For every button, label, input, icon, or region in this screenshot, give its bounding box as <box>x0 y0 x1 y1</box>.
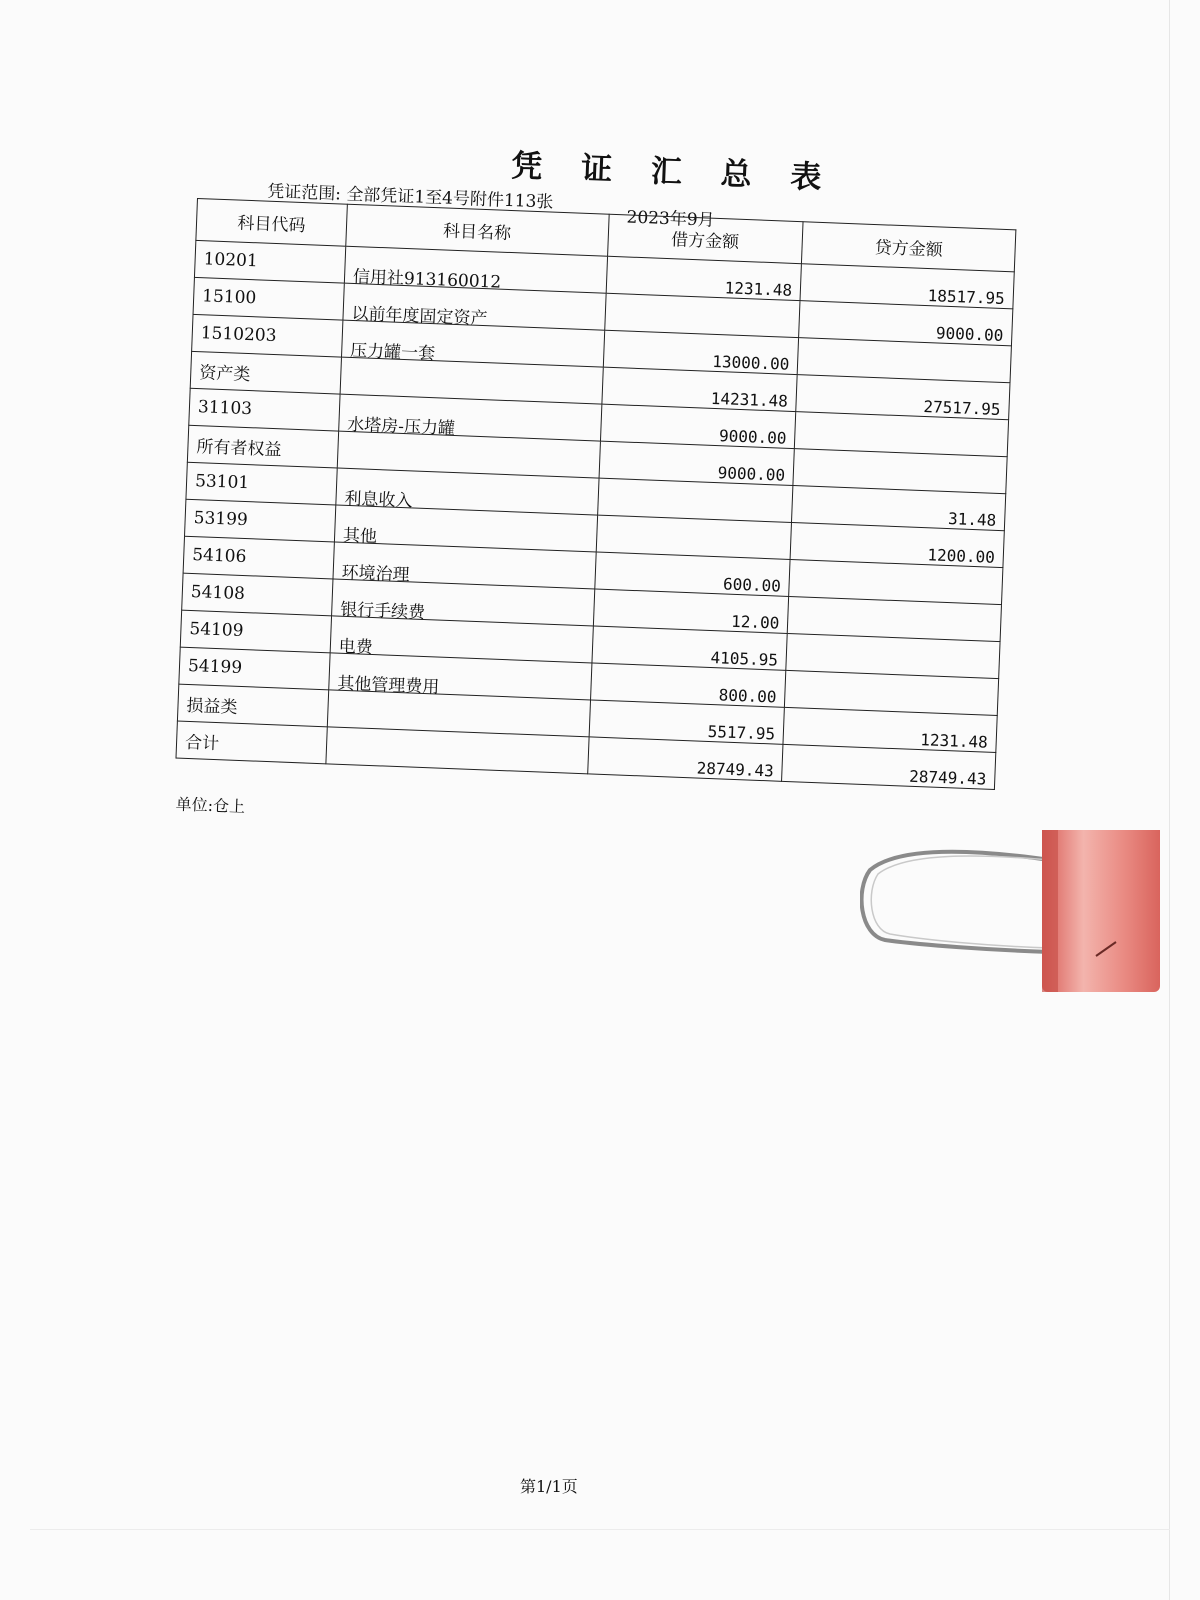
credit-cell: 1200.00 <box>790 523 1004 568</box>
debit-cell: 4105.95 <box>591 626 787 670</box>
debit-cell: 5517.95 <box>589 700 785 744</box>
code-cell: 53199 <box>185 499 336 542</box>
debit-cell: 1231.48 <box>606 256 802 300</box>
summary-table <box>175 198 1016 790</box>
code-cell: 1510203 <box>192 314 343 357</box>
debit-cell: 12.00 <box>593 589 789 633</box>
name-cell: 其他管理费用 <box>329 653 592 700</box>
unit-value: 仓上 <box>212 796 246 817</box>
code-cell: 所有者权益 <box>187 425 338 468</box>
page-number: 第1/1页 <box>520 1477 578 1496</box>
header-debit: 借方金额 <box>607 214 803 263</box>
name-cell: 银行手续费 <box>331 579 594 626</box>
credit-cell: 27517.95 <box>796 375 1010 420</box>
code-cell: 损益类 <box>177 684 328 727</box>
name-cell: 压力罐一套 <box>341 320 604 367</box>
range-label: 凭证范围: <box>266 181 342 205</box>
code-cell: 合计 <box>176 721 327 764</box>
name-cell: 环境治理 <box>333 542 596 589</box>
code-cell: 54109 <box>180 610 331 653</box>
name-cell: 以前年度固定资产 <box>343 283 606 330</box>
voucher-summary-sheet <box>173 120 1029 851</box>
code-cell: 资产类 <box>190 351 341 394</box>
name-cell: 信用社913160012 <box>344 246 607 293</box>
paper-edge <box>1169 0 1170 1600</box>
header-name: 科目名称 <box>346 204 609 256</box>
unit-line <box>175 792 245 818</box>
name-cell: 电费 <box>330 616 593 663</box>
period: 2023年9月 <box>626 207 715 231</box>
credit-cell: 28749.43 <box>782 744 996 789</box>
credit-cell: 18517.95 <box>800 264 1014 309</box>
credit-cell: 1231.48 <box>783 707 997 752</box>
credit-cell: 31.48 <box>792 486 1006 531</box>
unit-label: 单位: <box>175 794 214 816</box>
code-cell: 54108 <box>182 573 333 616</box>
name-cell: 水塔房-压力罐 <box>339 394 602 441</box>
debit-cell: 14231.48 <box>601 367 797 411</box>
debit-cell: 600.00 <box>594 552 790 596</box>
code-cell: 54106 <box>183 536 334 579</box>
credit-cell: 9000.00 <box>799 301 1013 346</box>
document-title: 凭 证 汇 总 表 <box>510 147 836 197</box>
paper-edge <box>30 1529 1170 1530</box>
code-cell: 53101 <box>186 462 337 505</box>
code-cell: 54199 <box>179 647 330 690</box>
code-cell: 10201 <box>194 240 345 283</box>
header-code: 科目代码 <box>196 198 347 246</box>
debit-cell: 800.00 <box>590 663 786 707</box>
debit-cell: 9000.00 <box>599 441 795 485</box>
header-credit: 贷方金额 <box>802 222 1016 272</box>
debit-cell: 9000.00 <box>600 404 796 448</box>
code-cell: 15100 <box>193 277 344 320</box>
name-cell: 其他 <box>334 505 597 552</box>
range-value: 全部凭证1至4号附件113张 <box>345 184 554 213</box>
debit-cell: 28749.43 <box>587 737 783 781</box>
name-cell: 利息收入 <box>336 468 599 515</box>
binder-clip-icon <box>860 830 1170 1010</box>
debit-cell: 13000.00 <box>603 330 799 374</box>
code-cell: 31103 <box>189 388 340 431</box>
